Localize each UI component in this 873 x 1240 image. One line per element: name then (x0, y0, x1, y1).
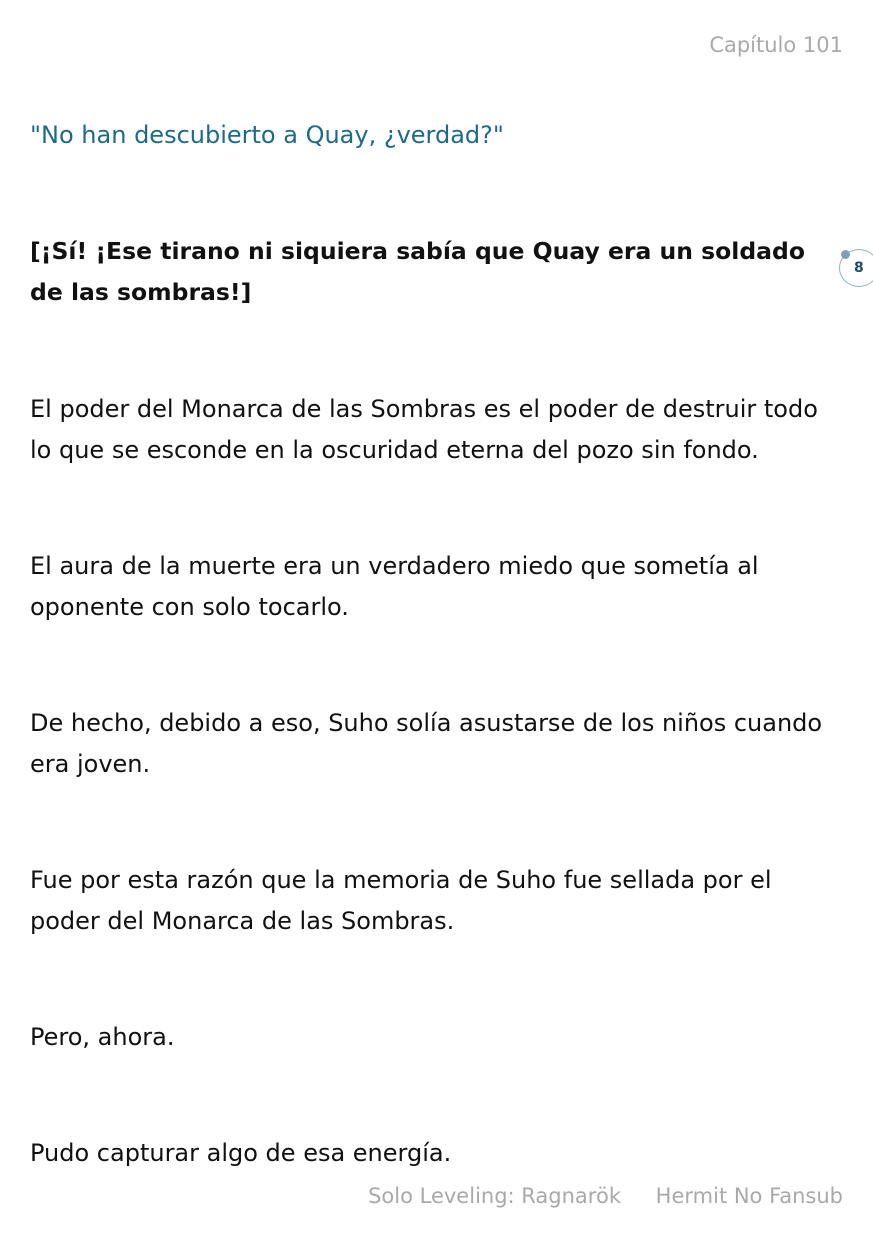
book-title: Solo Leveling: Ragnarök (368, 1184, 621, 1208)
paragraph: El aura de la muerte era un verdadero miedo que sometía al oponente con solo tocarlo. (30, 552, 759, 621)
paragraph: De hecho, debido a eso, Suho solía asustarse de los niños cuando era joven. (30, 709, 823, 778)
dialogue-quote: "No han descubierto a Quay, ¿verdad?" (30, 121, 504, 149)
bookmark-dot-icon (841, 250, 850, 259)
paragraph: El poder del Monarca de las Sombras es el poder de destruir todo lo que se esconde en la oscuridad eterna del pozo sin fondo. (30, 395, 818, 464)
footer (368, 1183, 843, 1209)
page-number: 8 (854, 260, 864, 276)
system-message: [¡Sí! ¡Ese tirano ni siquiera sabía que Quay era un soldado de las sombras!] (30, 237, 806, 306)
paragraph: Fue por esta razón que la memoria de Suho fue sellada por el poder del Monarca de las Sombras. (30, 866, 772, 935)
page-number-badge[interactable] (839, 249, 873, 287)
paragraph: Pudo capturar algo de esa energía. (30, 1139, 452, 1167)
chapter-title: Capítulo 101 (709, 33, 843, 57)
paragraph: Pero, ahora. (30, 1023, 175, 1051)
translator-credit: Hermit No Fansub (655, 1184, 843, 1208)
